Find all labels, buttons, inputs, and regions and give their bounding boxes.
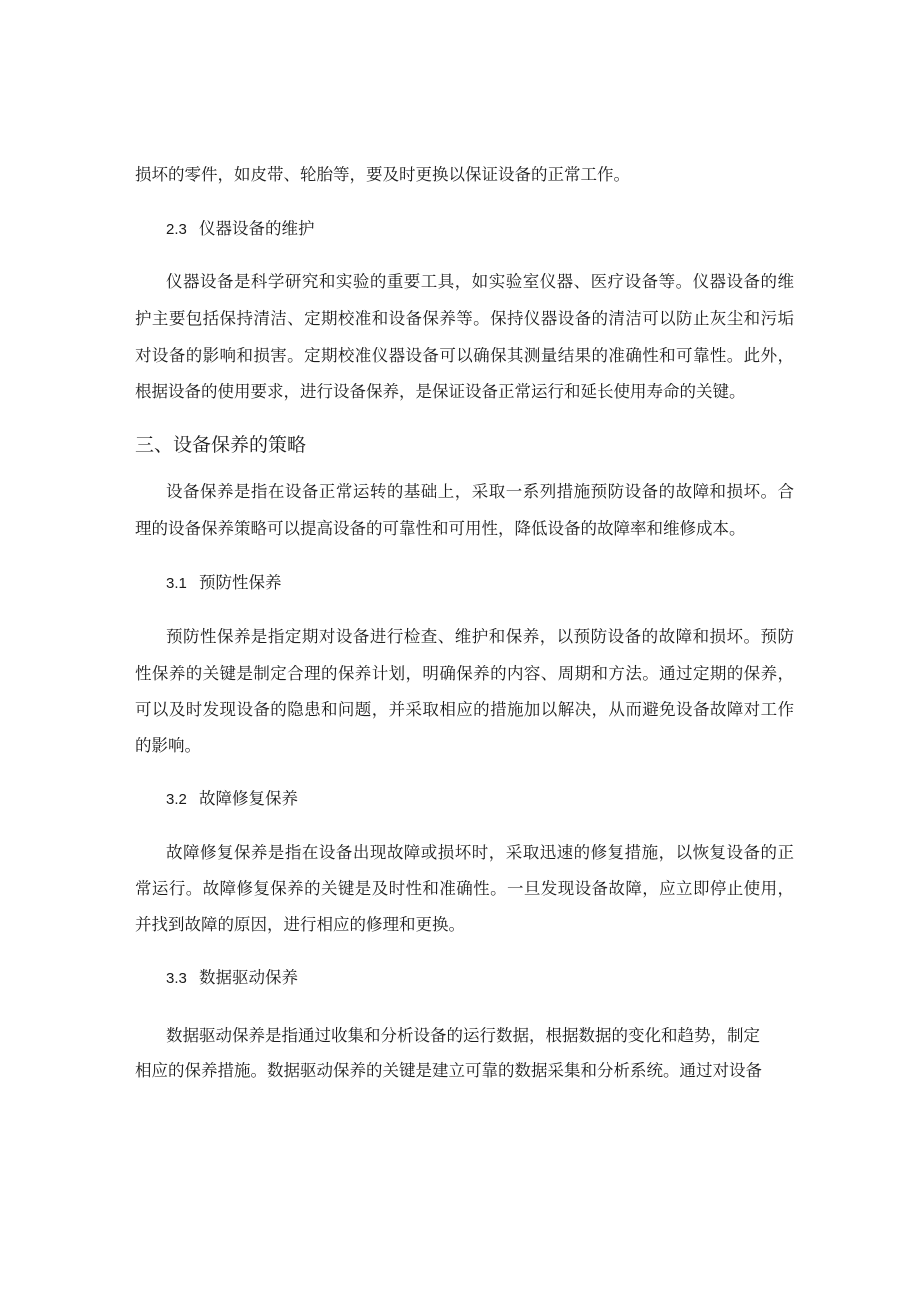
continuation-paragraph: 损坏的零件，如皮带、轮胎等，要及时更换以保证设备的正常工作。: [135, 165, 630, 184]
paragraph-line: 仪器设备是科学研究和实验的重要工具，如实验室仪器、医疗设备等。仪器设备的维: [166, 272, 794, 291]
paragraph-line: 故障修复保养是指在设备出现故障或损坏时，采取迅速的修复措施，以恢复设备的正: [166, 843, 794, 862]
paragraph-line: 根据设备的使用要求，进行设备保养，是保证设备正常运行和延长使用寿命的关键。: [135, 382, 746, 401]
subsection-title: 故障修复保养: [199, 789, 298, 808]
paragraph-line: 护主要包括保持清洁、定期校准和设备保养等。保持仪器设备的清洁可以防止灰尘和污垢: [135, 309, 794, 328]
paragraph-line: 数据驱动保养是指通过收集和分析设备的运行数据，根据数据的变化和趋势，制定: [166, 1026, 760, 1045]
subsection-title: 数据驱动保养: [199, 968, 298, 987]
paragraph-line: 并找到故障的原因，进行相应的修理和更换。: [135, 915, 465, 934]
subsection-number: 3.2: [166, 791, 187, 808]
paragraph-line: 常运行。故障修复保养的关键是及时性和准确性。一旦发现设备故障，应立即停止使用，: [135, 879, 794, 898]
paragraph-line: 性保养的关键是制定合理的保养计划，明确保养的内容、周期和方法。通过定期的保养，: [135, 664, 794, 683]
paragraph-line: 设备保养是指在设备正常运转的基础上，采取一系列措施预防设备的故障和损坏。合: [166, 482, 794, 501]
section-heading-3: 三、设备保养的策略: [135, 434, 307, 456]
paragraph-line: 可以及时发现设备的隐患和问题，并采取相应的措施加以解决，从而避免设备故障对工作: [135, 700, 794, 719]
subsection-title: 仪器设备的维护: [199, 219, 315, 238]
subsection-heading-3-1: [166, 572, 282, 595]
paragraph-line: 对设备的影响和损害。定期校准仪器设备可以确保其测量结果的准确性和可靠性。此外，: [135, 346, 794, 365]
subsection-title: 预防性保养: [199, 573, 282, 592]
paragraph-line: 相应的保养措施。数据驱动保养的关键是建立可靠的数据采集和分析系统。通过对设备: [135, 1061, 762, 1080]
paragraph-line: 的影响。: [135, 736, 201, 755]
subsection-number: 2.3: [166, 221, 187, 238]
paragraph-line: 理的设备保养策略可以提高设备的可靠性和可用性，降低设备的故障率和维修成本。: [135, 519, 746, 538]
subsection-heading-3-3: [166, 967, 298, 990]
subsection-heading-3-2: [166, 788, 298, 811]
paragraph-line: 预防性保养是指定期对设备进行检查、维护和保养，以预防设备的故障和损坏。预防: [166, 627, 794, 646]
subsection-heading-2-3: [166, 218, 315, 241]
subsection-number: 3.1: [166, 575, 187, 592]
subsection-number: 3.3: [166, 970, 187, 987]
